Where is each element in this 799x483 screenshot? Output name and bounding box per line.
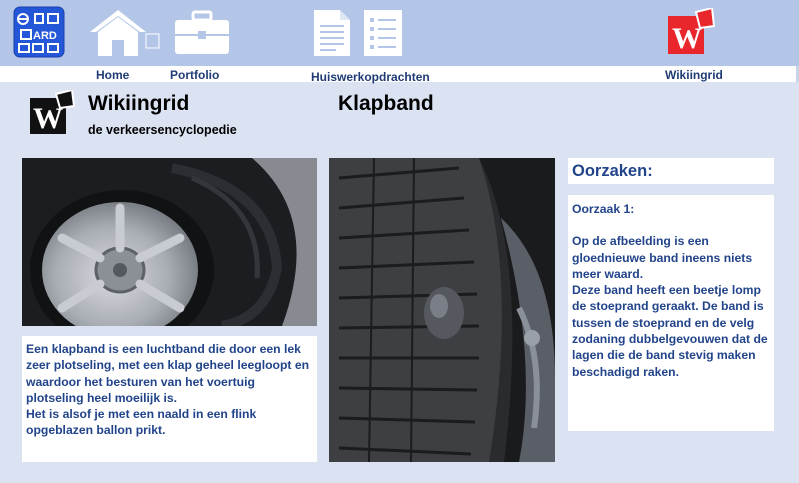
nav-portfolio-label[interactable]: Portfolio bbox=[170, 68, 220, 82]
description-box bbox=[22, 336, 317, 462]
brand-title: Wikiingrid bbox=[88, 92, 190, 115]
cause-paragraph-1: Op de afbeelding is een gloednieuwe band ineens niets meer waard. bbox=[572, 234, 753, 281]
nav-assignments-label[interactable]: Huiswerkopdrachten bbox=[311, 70, 430, 84]
svg-text:ARD: ARD bbox=[33, 30, 57, 42]
causes-heading: Oorzaken: bbox=[568, 158, 774, 184]
svg-text:W: W bbox=[672, 22, 702, 55]
checklist-icon[interactable] bbox=[362, 8, 404, 58]
description-analogy: Het is alsof je met een naald in een flink opgeblazen ballon prikt. bbox=[26, 407, 257, 438]
description-text: Een klapband is een luchtband die door een lek zeer plotseling, met een klap geheel leegloopt en waardoor het besturen van het voertuig plotseling heel moeilijk is. bbox=[26, 342, 310, 405]
briefcase-icon[interactable] bbox=[173, 10, 231, 56]
brand-subtitle: de verkeersencyclopedie bbox=[88, 123, 237, 137]
cause-paragraph-2: Deze band heeft een beetje lomp de stoeprand geraakt. De band is tussen de stoeprand en de velg zodaning dubbelgevouwen dat de lagen die de band stevig maken beschadigd raken. bbox=[572, 283, 768, 379]
tire-bulge-photo bbox=[329, 158, 555, 462]
cause-title: Oorzaak 1: bbox=[572, 202, 635, 216]
wikiingrid-nav-logo-icon[interactable] bbox=[666, 8, 716, 56]
nav-home-label[interactable]: Home bbox=[96, 68, 130, 82]
svg-text:W: W bbox=[33, 102, 63, 135]
flat-tire-photo bbox=[22, 158, 317, 326]
page-title: Klapband bbox=[338, 92, 434, 115]
spacer bbox=[572, 217, 770, 233]
causes-body bbox=[568, 195, 774, 431]
app-menu-icon[interactable] bbox=[13, 6, 65, 58]
document-icon[interactable] bbox=[312, 8, 352, 58]
nav-wikiingrid-label[interactable]: Wikiingrid bbox=[665, 68, 723, 82]
wikiingrid-logo-icon bbox=[28, 90, 76, 136]
home-icon[interactable] bbox=[88, 8, 160, 58]
